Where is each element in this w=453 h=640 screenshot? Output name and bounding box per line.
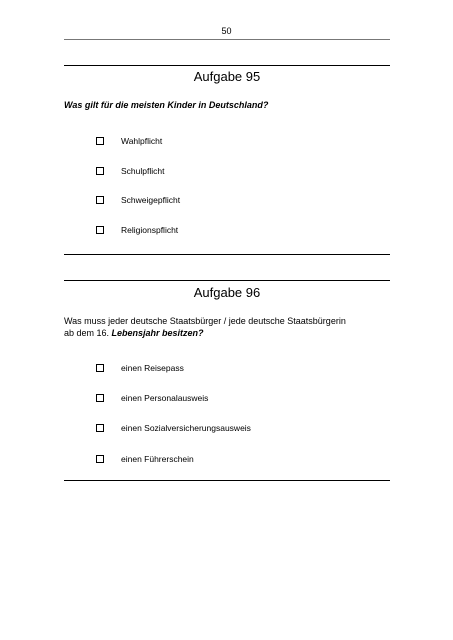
option-label: Schulpflicht <box>121 166 165 176</box>
task-95-bottom-rule <box>64 254 390 255</box>
task-96-option-3[interactable] <box>96 422 251 434</box>
checkbox-icon[interactable] <box>96 167 104 175</box>
task-95-question: Was gilt für die meisten Kinder in Deutschland? <box>64 100 269 110</box>
option-label: einen Personalausweis <box>121 393 209 403</box>
checkbox-icon[interactable] <box>96 364 104 372</box>
task-96-top-rule <box>64 280 390 281</box>
task-96-question-emphasis: Lebensjahr besitzen? <box>111 328 204 338</box>
option-label: einen Reisepass <box>121 363 184 373</box>
checkbox-icon[interactable] <box>96 455 104 463</box>
header-divider <box>64 39 390 40</box>
task-96-question <box>64 315 390 339</box>
task-96-heading: Aufgabe 96 <box>193 285 261 300</box>
task-96-option-2[interactable] <box>96 392 208 404</box>
checkbox-icon[interactable] <box>96 394 104 402</box>
task-95-option-2[interactable] <box>96 165 164 177</box>
task-95-top-rule <box>64 65 390 66</box>
task-96-question-line-2 <box>64 327 390 339</box>
option-label: einen Sozialversicherungsausweis <box>121 423 251 433</box>
checkbox-icon[interactable] <box>96 196 104 204</box>
option-label: einen Führerschein <box>121 454 194 464</box>
task-95-option-3[interactable] <box>96 194 180 206</box>
option-label: Religionspflicht <box>121 225 179 235</box>
option-label: Wahlpflicht <box>121 136 163 146</box>
checkbox-icon[interactable] <box>96 137 104 145</box>
option-label: Schweigepflicht <box>121 195 181 205</box>
page-number: 50 <box>221 26 232 36</box>
task-96-bottom-rule <box>64 480 390 481</box>
task-96-option-4[interactable] <box>96 453 194 465</box>
task-95-heading: Aufgabe 95 <box>193 69 261 84</box>
task-96-option-1[interactable] <box>96 362 184 374</box>
task-96-question-plain: ab dem 16. <box>64 328 112 338</box>
checkbox-icon[interactable] <box>96 424 104 432</box>
task-95-option-4[interactable] <box>96 224 178 236</box>
checkbox-icon[interactable] <box>96 226 104 234</box>
task-95-option-1[interactable] <box>96 135 162 147</box>
task-96-question-line-1: Was muss jeder deutsche Staatsbürger / jede deutsche Staatsbürgerin <box>64 316 346 326</box>
